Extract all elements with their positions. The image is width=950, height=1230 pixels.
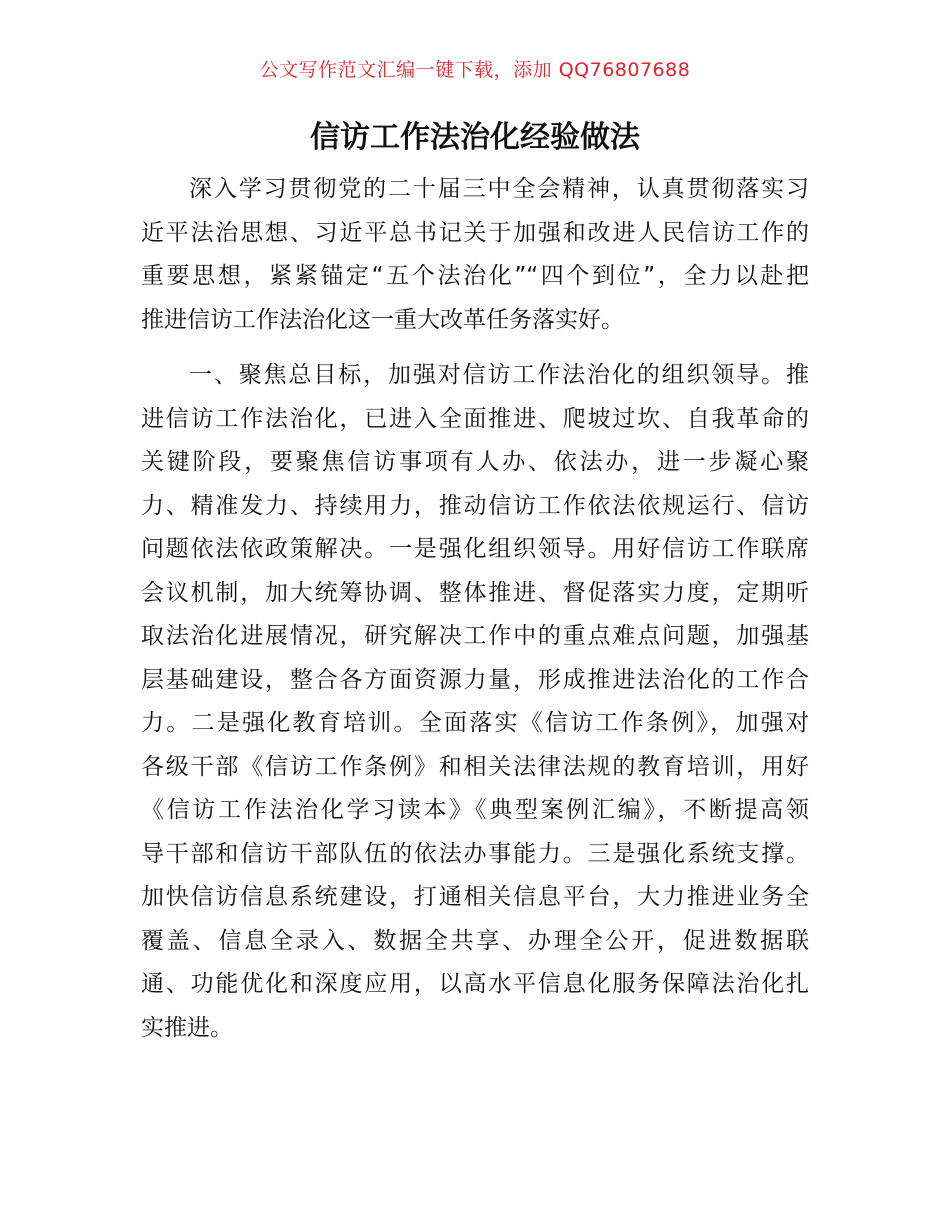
text-line: 实推进。 [141,1014,233,1041]
document-body [141,168,809,1050]
document-title: 信访工作法治化经验做法 [310,120,640,155]
text-line: 会议机制，加大统筹协调、整体推进、督促落实力度，定期听 [141,579,809,606]
text-line: 通、功能优化和深度应用，以高水平信息化服务保障法治化扎 [141,971,809,997]
text-line: 力、精准发力、持续用力，推动信访工作依法依规运行、信访 [141,492,809,519]
text-line: 近平法治思想、习近平总书记关于加强和改进人民信访工作的 [141,219,809,246]
paragraph-intro [141,168,809,342]
text-line: 问题依法依政策解决。一是强化组织领导。用好信访工作联席 [141,536,809,562]
text-line: 重要思想，紧紧锚定“五个法治化”“四个到位”，全力以赴把 [141,263,809,289]
text-line: 关键阶段，要聚焦信访事项有人办、依法办，进一步凝心聚 [141,449,809,475]
text-line: 加快信访信息系统建设，打通相关信息平台，大力推进业务全 [141,884,809,910]
text-line: 覆盖、信息全录入、数据全共享、办理全公开，促进数据联 [141,927,809,954]
text-line: 各级干部《信访工作条例》和相关法律法规的教育培训，用好 [141,753,809,780]
text-line: 深入学习贯彻党的二十届三中全会精神，认真贯彻落实习 [189,176,809,202]
text-line: 推进信访工作法治化这一重大改革任务落实好。 [141,306,624,333]
text-line: 力。二是强化教育培训。全面落实《信访工作条例》，加强对 [141,710,809,736]
paragraph-section-one [141,354,809,1050]
download-banner: 公文写作范文汇编一键下载，添加 QQ76807688 [259,59,691,81]
text-line: 取法治化进展情况，研究解决工作中的重点难点问题，加强基 [141,623,809,649]
text-line: 层基础建设，整合各方面资源力量，形成推进法治化的工作合 [141,666,809,693]
text-line: 《信访工作法治化学习读本》《典型案例汇编》，不断提高领 [141,797,809,823]
text-line: 进信访工作法治化，已进入全面推进、爬坡过坎、自我革命的 [141,405,809,432]
text-line: 导干部和信访干部队伍的依法办事能力。三是强化系统支撑。 [141,840,809,867]
text-line: 一、聚焦总目标，加强对信访工作法治化的组织领导。推 [189,362,809,388]
